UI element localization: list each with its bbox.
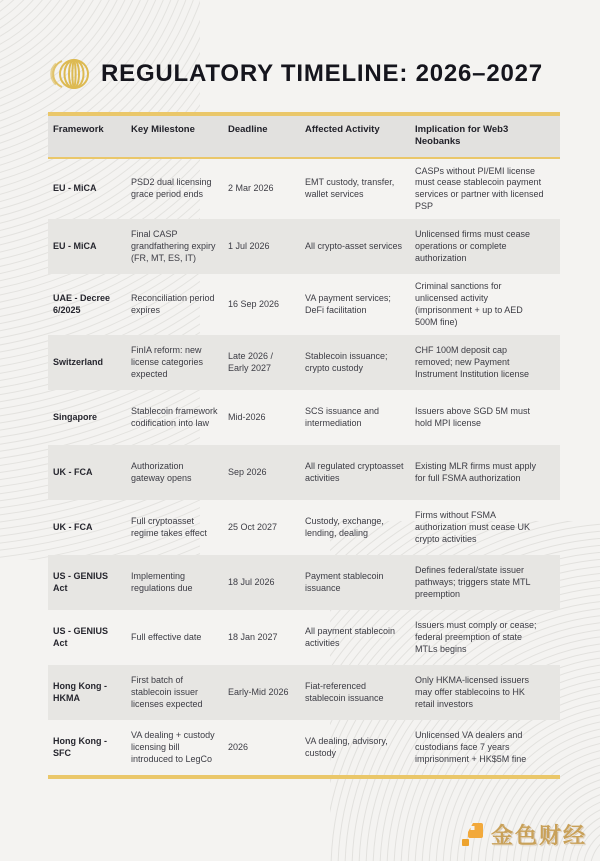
cell-affected-activity: All payment stablecoin activities <box>305 626 396 648</box>
cell-affected-activity: Payment stablecoin issuance <box>305 571 384 593</box>
cell-implication: Criminal sanctions for unlicensed activity (imprisonment + up to AED 500M fine) <box>415 281 523 327</box>
cell-affected-activity: VA dealing, advisory, custody <box>305 736 388 758</box>
cell-framework: US - GENIUS Act <box>53 571 109 593</box>
cell-framework: Hong Kong - SFC <box>53 736 107 758</box>
cell-deadline: Late 2026 / Early 2027 <box>228 351 274 373</box>
cell-key-milestone: Authorization gateway opens <box>131 461 192 483</box>
cell-implication: Issuers above SGD 5M must hold MPI license <box>415 406 531 428</box>
cell-affected-activity: All crypto-asset services <box>305 241 403 252</box>
cell-deadline: 16 Sep 2026 <box>228 298 280 309</box>
cell-affected-activity: All regulated cryptoasset activities <box>305 461 404 483</box>
table-row <box>48 390 560 445</box>
cell-affected-activity: Fiat-referenced stablecoin issuance <box>305 681 384 703</box>
brand-watermark <box>461 819 587 850</box>
cell-key-milestone: First batch of stablecoin issuer licenses expected <box>131 675 203 709</box>
table-header-row <box>48 116 560 157</box>
cell-key-milestone: Reconciliation period expires <box>131 293 215 315</box>
cell-deadline: 18 Jul 2026 <box>228 576 275 587</box>
jinse-finance-logo-icon <box>461 823 485 847</box>
cell-deadline: 18 Jan 2027 <box>228 631 278 642</box>
table-bottom-border <box>48 775 560 779</box>
cell-framework: Switzerland <box>53 356 104 367</box>
table-row <box>48 720 560 775</box>
col-header-framework: Framework <box>53 124 104 135</box>
cell-key-milestone: PSD2 dual licensing grace period ends <box>131 177 212 200</box>
table-row <box>48 219 560 274</box>
table-row <box>48 335 560 390</box>
cell-affected-activity: Stablecoin issuance; crypto custody <box>305 351 388 373</box>
cell-implication: Defines federal/state issuer pathways; triggers state MTL preemption <box>415 565 531 599</box>
cell-key-milestone: Stablecoin framework codification into law <box>131 406 218 428</box>
cell-framework: UK - FCA <box>53 521 93 532</box>
cell-implication: Only HKMA-licensed issuers may offer stablecoins to HK retail investors <box>415 675 530 709</box>
cell-deadline: 2026 <box>228 741 249 752</box>
table-row <box>48 610 560 665</box>
cell-deadline: Early-Mid 2026 <box>228 686 289 697</box>
cell-framework: UAE - Decree 6/2025 <box>53 293 111 315</box>
cell-implication: Existing MLR firms must apply for full FSMA authorization <box>415 461 537 483</box>
cell-framework: Hong Kong - HKMA <box>53 681 107 703</box>
cell-framework: EU - MiCA <box>53 241 97 252</box>
cell-deadline: 25 Oct 2027 <box>228 521 278 532</box>
cell-key-milestone: Full effective date <box>131 631 202 642</box>
cell-affected-activity: SCS issuance and intermediation <box>305 406 380 428</box>
col-header-activity: Affected Activity <box>305 124 380 135</box>
cell-key-milestone: Implementing regulations due <box>131 571 193 593</box>
cell-framework: EU - MiCA <box>53 183 97 194</box>
regulatory-timeline-table <box>48 112 560 779</box>
table-row <box>48 274 560 335</box>
cell-implication: Firms without FSMA authorization must cease UK crypto activities <box>415 510 531 544</box>
col-header-deadline: Deadline <box>228 124 268 135</box>
table-row <box>48 159 560 220</box>
cell-affected-activity: VA payment services; DeFi facilitation <box>305 293 391 315</box>
cell-deadline: Mid-2026 <box>228 411 266 422</box>
page-title: REGULATORY TIMELINE: 2026–2027 <box>101 60 543 87</box>
cell-deadline: Sep 2026 <box>228 466 267 477</box>
cell-framework: UK - FCA <box>53 466 93 477</box>
table-row <box>48 500 560 555</box>
cell-affected-activity: Custody, exchange, lending, dealing <box>305 516 384 538</box>
col-header-milestone: Key Milestone <box>131 124 195 135</box>
cell-deadline: 2 Mar 2026 <box>228 183 274 194</box>
cell-framework: Singapore <box>53 411 98 422</box>
brand-name: 金色财经 <box>490 823 587 848</box>
table-row <box>48 445 560 500</box>
cell-implication: Issuers must comply or cease; federal preemption of state MTLs begins <box>415 620 537 654</box>
table-body <box>48 159 560 776</box>
table-row <box>48 665 560 720</box>
cell-implication: Unlicensed firms must cease operations or complete authorization <box>415 229 531 263</box>
cell-affected-activity: EMT custody, transfer, wallet services <box>305 177 395 200</box>
table-row <box>48 555 560 610</box>
cell-key-milestone: Final CASP grandfathering expiry (FR, MT, ES, IT) <box>131 229 216 263</box>
cell-deadline: 1 Jul 2026 <box>228 241 270 252</box>
cell-framework: US - GENIUS Act <box>53 626 109 648</box>
gold-rings-icon <box>50 55 92 93</box>
cell-implication: CASPs without PI/EMI license must cease stablecoin payment services or partner with licensed PSP <box>415 165 544 211</box>
cell-key-milestone: Full cryptoasset regime takes effect <box>131 516 207 538</box>
cell-implication: CHF 100M deposit cap removed; new Payment Instrument Institution license <box>415 345 530 379</box>
col-header-implication: Implication for Web3 Neobanks <box>415 124 509 148</box>
page-header <box>50 55 543 93</box>
cell-implication: Unlicensed VA dealers and custodians face 7 years imprisonment + HK$5M fine <box>415 730 527 764</box>
cell-key-milestone: FinIA reform: new license categories expected <box>131 345 204 379</box>
cell-key-milestone: VA dealing + custody licensing bill introduced to LegCo <box>131 730 215 764</box>
